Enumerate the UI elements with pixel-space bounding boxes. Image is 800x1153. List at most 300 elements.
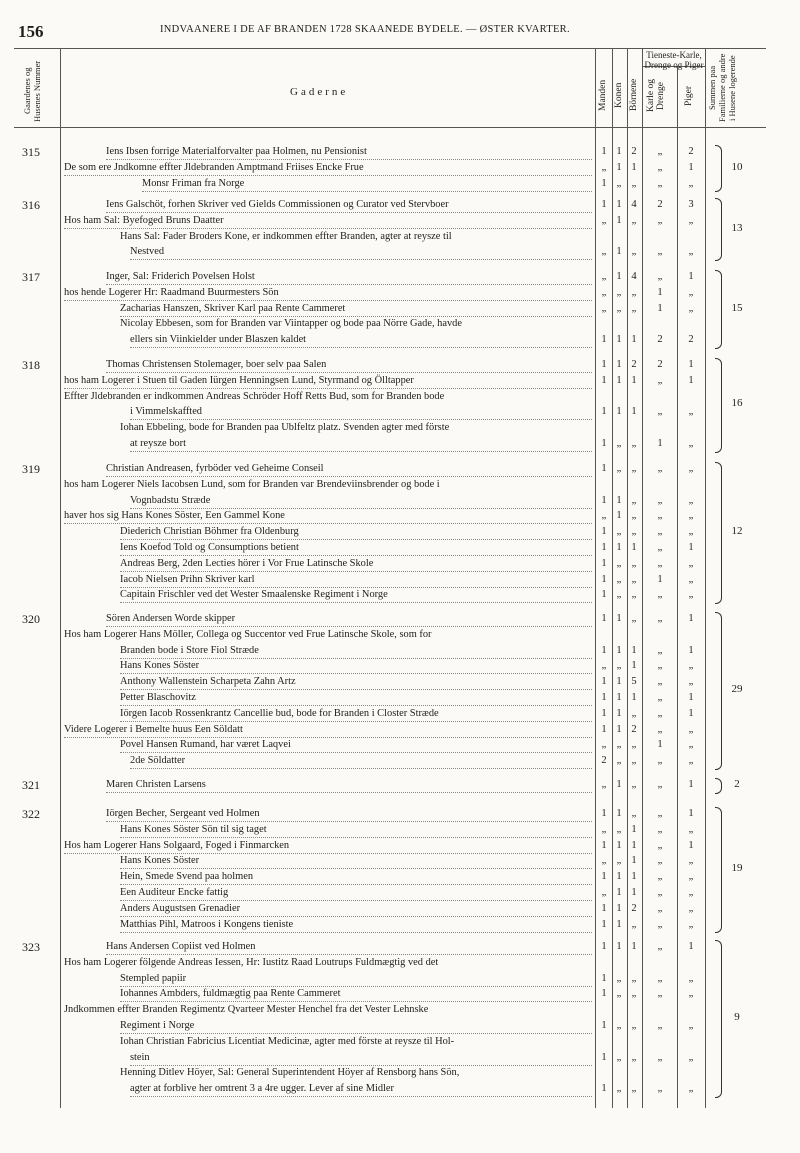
col-rule-streets [595,48,596,1108]
count-cell: „ [601,855,607,867]
count-cell: „ [688,887,694,898]
resident-line: Hans Kones Söster [120,854,592,869]
count-cell: 1 [601,1020,607,1031]
count-cell: „ [657,406,663,418]
count-cell: „ [688,855,694,867]
count-cell: 1 [601,374,607,386]
count-cell: 1 [616,199,622,210]
count-cell: 1 [616,871,622,883]
count-cell: 1 [601,676,607,688]
count-cell: 1 [616,941,622,952]
count-cell: 1 [631,839,637,851]
count-cell: 2 [688,334,694,346]
count-cell: „ [631,739,637,751]
count-cell: 1 [631,855,637,867]
resident-line: hos ham Logerer i Stuen til Gaden Iürgen Henningsen Lund, Styrmand og Ölltapper [64,374,592,389]
house-number: 315 [22,145,40,159]
resident-line: Hos ham Logerer Hans Möller, Collega og Succentor ved Frue Latinsche Skole, som for [64,628,432,640]
count-cell: 1 [616,406,622,418]
count-cell: „ [601,823,607,835]
count-cell: „ [631,510,637,522]
house-number: 318 [22,358,40,372]
count-cell: „ [601,779,607,790]
count-cell: „ [601,739,607,751]
count-cell: „ [657,755,663,767]
count-cell: „ [631,613,637,624]
count-cell: „ [657,246,663,258]
count-cell: „ [688,988,694,1000]
count-cell: „ [688,510,694,522]
count-cell: 1 [616,902,622,914]
count-cell: „ [616,573,622,585]
count-cell: „ [688,676,694,688]
count-cell: 1 [601,988,607,1000]
resident-line: Hans Kones Söster Sön til sig taget [120,823,592,838]
count-cell: 1 [601,941,607,952]
count-cell: „ [688,972,694,984]
resident-line: Hos ham Sal: Byefoged Bruns Daatter [64,214,592,229]
count-cell: 2 [657,359,663,370]
count-cell: „ [657,177,663,189]
count-cell: „ [601,660,607,672]
count-cell: 2 [601,755,607,767]
count-cell: 2 [631,723,637,735]
resident-line: stein [130,1051,592,1066]
count-cell: „ [631,246,637,258]
count-cell: „ [631,573,637,585]
household-total: 19 [731,862,743,875]
count-cell: 2 [631,902,637,914]
col-head-piger: Piger [684,85,694,107]
count-cell: „ [657,692,663,703]
count-cell: „ [616,526,622,538]
col-rule-summen [705,48,706,1108]
count-cell: „ [657,707,663,719]
count-cell: „ [688,723,694,735]
page-number: 156 [18,22,44,41]
count-cell: 1 [601,146,607,157]
resident-line: agter at forblive her omtrent 3 a 4re ugger. Lever af sine Midler [130,1082,592,1097]
count-cell: 1 [688,644,694,656]
count-cell: „ [631,463,637,474]
household-brace [715,198,722,261]
count-cell: „ [631,557,637,569]
resident-line: Anders Augustsen Grenadier [120,902,592,917]
count-cell: 1 [601,589,607,601]
resident-line: hos hende Logerer Hr: Raadmand Buurmesters Sön [64,286,592,301]
count-cell: 1 [616,161,622,173]
count-cell: 1 [616,918,622,930]
count-cell: 4 [631,199,637,210]
resident-line: Vognbadstu Stræde [130,494,592,509]
count-cell: 1 [631,334,637,346]
count-cell: 1 [631,660,637,672]
count-cell: 1 [688,542,694,553]
count-cell: „ [657,941,663,952]
house-number: 323 [22,940,40,954]
count-cell: 2 [657,199,663,210]
resident-line: Diederich Christian Böhmer fra Oldenburg [120,525,592,540]
count-cell: „ [657,1020,663,1031]
count-cell: „ [657,214,663,226]
count-cell: „ [657,779,663,790]
resident-line: Christian Andreasen, fyrböder ved Geheime Conseil [106,462,592,477]
resident-line: Monsr Friman fra Norge [142,177,592,192]
household-brace [715,940,722,1098]
count-cell: 1 [616,613,622,624]
count-cell: 1 [688,839,694,851]
count-cell: „ [631,1083,637,1095]
household-total: 10 [731,160,743,173]
count-cell: 1 [688,161,694,173]
house-number: 321 [22,778,40,792]
count-cell: „ [616,463,622,474]
resident-line: Petter Blaschovitz [120,691,592,706]
count-cell: 1 [601,573,607,585]
count-cell: 1 [657,739,663,751]
household-brace [715,462,722,604]
count-cell: „ [657,510,663,522]
household-total: 2 [734,778,740,790]
col-rule-piger [677,66,678,1108]
resident-line: Povel Hansen Rumand, har været Laqvei [120,738,592,753]
resident-line: Andreas Berg, 2den Lecties hörer i Vor Frue Latinsche Skole [120,557,592,572]
count-cell: „ [688,177,694,189]
col-head-house-no: Gaardenes og Husenes Nummer [22,60,42,122]
count-cell: 1 [601,359,607,370]
count-cell: 1 [616,839,622,851]
count-cell: „ [688,302,694,314]
count-cell: „ [688,438,694,449]
count-cell: „ [631,918,637,930]
count-cell: „ [657,644,663,656]
count-cell: 1 [631,887,637,898]
count-cell: „ [616,1083,622,1095]
household-brace [715,270,722,349]
count-cell: „ [688,739,694,751]
count-cell: „ [657,271,663,282]
count-cell: „ [631,177,637,189]
count-cell: „ [688,918,694,930]
count-cell: „ [616,660,622,672]
col-head-konen: Konen [614,82,624,108]
count-cell: 1 [616,808,622,819]
count-cell: „ [657,374,663,386]
count-cell: 1 [601,808,607,819]
count-cell: „ [631,302,637,314]
count-cell: „ [601,887,607,898]
count-cell: „ [688,246,694,258]
resident-line: Hein, Smede Svend paa holmen [120,870,592,885]
count-cell: „ [631,755,637,767]
count-cell: 1 [616,214,622,226]
resident-line: Iohan Ebbeling, bode for Branden paa Ublfeltz platz. Svenden agter med förste [120,422,450,434]
count-cell: 1 [657,573,663,585]
resident-line: ellers sin Viinkielder under Blaszen kaldet [130,333,592,348]
count-cell: 1 [601,644,607,656]
count-cell: 1 [616,334,622,346]
count-cell: „ [631,286,637,298]
count-cell: 1 [601,406,607,418]
count-cell: 1 [601,334,607,346]
count-cell: „ [616,1051,622,1063]
resident-line: Iens Koefod Told og Consumptions betient [120,541,592,556]
count-cell: 1 [601,463,607,474]
count-cell: 1 [631,941,637,952]
count-cell: 2 [688,146,694,157]
count-cell: „ [688,902,694,914]
resident-line: Nestved [130,245,592,260]
resident-line: Henning Ditlev Höyer, Sal: General Superintendent Höyer af Rensborg hans Sön, [120,1067,460,1079]
resident-line: Branden bode i Store Fiol Stræde [120,644,592,659]
count-cell: „ [631,526,637,538]
count-cell: 1 [616,779,622,790]
count-cell: „ [631,438,637,449]
count-cell: 1 [601,902,607,914]
col-head-karle: Karle og Drenge [646,79,666,113]
count-cell: 1 [616,494,622,506]
resident-line: Een Auditeur Encke fattig [120,886,592,901]
count-cell: 2 [631,146,637,157]
count-cell: „ [657,839,663,851]
house-number: 316 [22,198,40,212]
col-rule-house [60,48,61,1108]
count-cell: 1 [631,374,637,386]
count-cell: 1 [616,246,622,258]
count-cell: „ [601,161,607,173]
resident-line: Stempled papiir [120,972,592,987]
count-cell: „ [616,589,622,601]
count-cell: 4 [631,271,637,282]
resident-line: Capitain Frischler ved det Wester Smaalenske Regiment i Norge [120,588,592,603]
count-cell: „ [631,1020,637,1031]
table-top-rule [14,48,766,49]
count-cell: „ [688,1083,694,1095]
count-cell: 1 [616,707,622,719]
count-cell: „ [601,214,607,226]
resident-line: haver hos sig Hans Kones Söster, Een Gammel Kone [64,509,592,524]
count-cell: „ [688,1020,694,1031]
count-cell: „ [616,755,622,767]
count-cell: 1 [688,374,694,386]
house-number: 317 [22,270,40,284]
count-cell: 1 [601,542,607,553]
count-cell: „ [616,988,622,1000]
resident-line: Hos ham Logerer Hans Solgaard, Foged i Finmarcken [64,839,592,854]
count-cell: „ [631,1051,637,1063]
resident-line: Jndkommen effter Branden Regimentz Qvarteer Mester Henchel fra det Vester Lehnske [64,1004,429,1016]
count-cell: „ [657,887,663,898]
resident-line: Nicolay Ebbesen, som for Branden var Viintapper og bode paa Nörre Gade, havde [120,318,462,330]
count-cell: „ [688,557,694,569]
count-cell: „ [601,246,607,258]
count-cell: 3 [688,199,694,210]
count-cell: 1 [657,438,663,449]
count-cell: „ [616,1020,622,1031]
resident-line: at reysze bort [130,437,592,452]
resident-line: Iohannes Ambders, fuldmægtig paa Rente Cammeret [120,987,592,1002]
household-total: 13 [731,221,743,234]
count-cell: „ [616,972,622,984]
count-cell: 1 [631,161,637,173]
count-cell: „ [688,494,694,506]
count-cell: „ [657,1051,663,1063]
count-cell: 1 [631,542,637,553]
count-cell: 1 [688,707,694,719]
count-cell: „ [631,214,637,226]
count-cell: 1 [657,302,663,314]
count-cell: „ [657,542,663,553]
resident-line: Hans Kones Söster [120,659,592,674]
count-cell: „ [688,573,694,585]
household-total: 15 [731,301,743,314]
count-cell: 1 [601,177,607,189]
count-cell: 1 [616,146,622,157]
count-cell: 1 [601,972,607,984]
count-cell: 5 [631,676,637,688]
resident-line: Hos ham Logerer fölgende Andreas Iessen, Hr: Iustitz Raad Loutrups Fuldmægtig ved det [64,956,439,968]
resident-line: Iohan Christian Fabricius Licentiat Medicinæ, agter med förste at reysze til Hol- [120,1035,455,1047]
table-head-rule [14,127,766,128]
house-number: 319 [22,462,40,476]
count-cell: „ [657,161,663,173]
resident-line: Effter Jldebranden er indkommen Andreas Schröder Hoff Retts Bud, som for Branden bode [64,390,445,402]
count-cell: 1 [631,823,637,835]
count-cell: „ [601,510,607,522]
resident-line: Iacob Nielsen Prihn Skriver karl [120,573,592,588]
count-cell: „ [657,494,663,506]
count-cell: 1 [601,1083,607,1095]
count-cell: „ [616,302,622,314]
resident-line: Hans Sal: Fader Broders Kone, er indkommen effter Branden, agter at reysze til [120,230,452,242]
count-cell: 1 [616,676,622,688]
count-cell: „ [657,660,663,672]
count-cell: 1 [601,707,607,719]
col-rule-karle [642,48,643,1108]
count-cell: „ [631,589,637,601]
count-cell: „ [657,557,663,569]
count-cell: „ [688,660,694,672]
resident-line: Inger, Sal: Friderich Povelsen Holst [106,270,592,285]
count-cell: 1 [616,692,622,703]
count-cell: „ [601,271,607,282]
resident-line: Iens Ibsen forrige Materialforvalter paa Holmen, nu Pensionist [106,145,592,160]
house-number: 322 [22,807,40,821]
count-cell: „ [631,988,637,1000]
household-total: 9 [734,1011,740,1023]
count-cell: 1 [616,374,622,386]
count-cell: „ [616,739,622,751]
count-cell: 1 [631,871,637,883]
count-cell: 1 [657,286,663,298]
count-cell: „ [688,406,694,418]
resident-line: Iörgen Iacob Rossenkrantz Cancellie bud, bode for Branden i Closter Stræde [120,707,592,722]
count-cell: 1 [601,918,607,930]
count-cell: 1 [616,510,622,522]
count-cell: „ [657,676,663,688]
count-cell: 1 [601,199,607,210]
count-cell: „ [657,823,663,835]
count-cell: 1 [688,359,694,370]
count-cell: 1 [688,779,694,790]
count-cell: „ [688,871,694,883]
count-cell: „ [631,779,637,790]
count-cell: 1 [616,542,622,553]
household-total: 12 [731,525,743,538]
count-cell: „ [616,823,622,835]
count-cell: „ [657,723,663,735]
count-cell: „ [688,526,694,538]
household-total: 29 [731,683,743,695]
count-cell: 1 [616,644,622,656]
resident-line: Iörgen Becher, Sergeant ved Holmen [106,807,592,822]
count-cell: 2 [631,359,637,370]
count-cell: „ [657,589,663,601]
col-head-manden: Manden [598,79,608,111]
resident-line: Anthony Wallenstein Scharpeta Zahn Artz [120,675,592,690]
resident-line: Zacharias Hanszen, Skriver Karl paa Rente Cammeret [120,302,592,317]
col-head-servants-group: Tieneste-Karle, Drenge og Piger [644,50,704,70]
count-cell: „ [616,557,622,569]
resident-line: i Vimmelskaffted [130,405,592,420]
count-cell: „ [657,855,663,867]
count-cell: „ [601,286,607,298]
count-cell: „ [657,146,663,157]
count-cell: 1 [616,723,622,735]
count-cell: 1 [601,438,607,449]
col-head-bornene: Börnene [629,78,639,112]
household-brace [715,145,722,192]
count-cell: 1 [601,1051,607,1063]
count-cell: „ [631,494,637,506]
house-number: 320 [22,612,40,626]
resident-line: Videre Logerer i Bemelte huus Een Söldatt [64,723,592,738]
resident-line: hos ham Logerer Niels Iacobsen Lund, som for Branden var Brendeviinsbrender og bode i [64,478,440,490]
household-brace [715,358,722,453]
count-cell: „ [616,177,622,189]
household-brace [715,807,722,933]
count-cell: 1 [631,406,637,418]
count-cell: „ [657,808,663,819]
count-cell: „ [657,988,663,1000]
count-cell: „ [657,871,663,883]
count-cell: „ [688,463,694,474]
count-cell: 1 [631,644,637,656]
count-cell: 1 [688,613,694,624]
resident-line: Thomas Christensen Stolemager, boer selv paa Salen [106,358,592,373]
resident-line: Maren Christen Larsens [106,778,592,793]
count-cell: 1 [601,526,607,538]
household-brace [715,612,722,770]
count-cell: 2 [657,334,663,346]
count-cell: 1 [616,887,622,898]
resident-line: Regiment i Norge [120,1019,592,1034]
count-cell: „ [688,286,694,298]
count-cell: 1 [688,692,694,703]
count-cell: „ [688,755,694,767]
count-cell: 1 [601,692,607,703]
count-cell: „ [616,438,622,449]
count-cell: 1 [688,808,694,819]
count-cell: „ [657,902,663,914]
count-cell: 1 [688,271,694,282]
resident-line: Sören Andersen Worde skipper [106,612,592,627]
count-cell: „ [657,526,663,538]
count-cell: 1 [616,271,622,282]
col-head-streets: Gaderne [290,86,349,98]
count-cell: 1 [616,359,622,370]
household-brace [715,778,722,794]
